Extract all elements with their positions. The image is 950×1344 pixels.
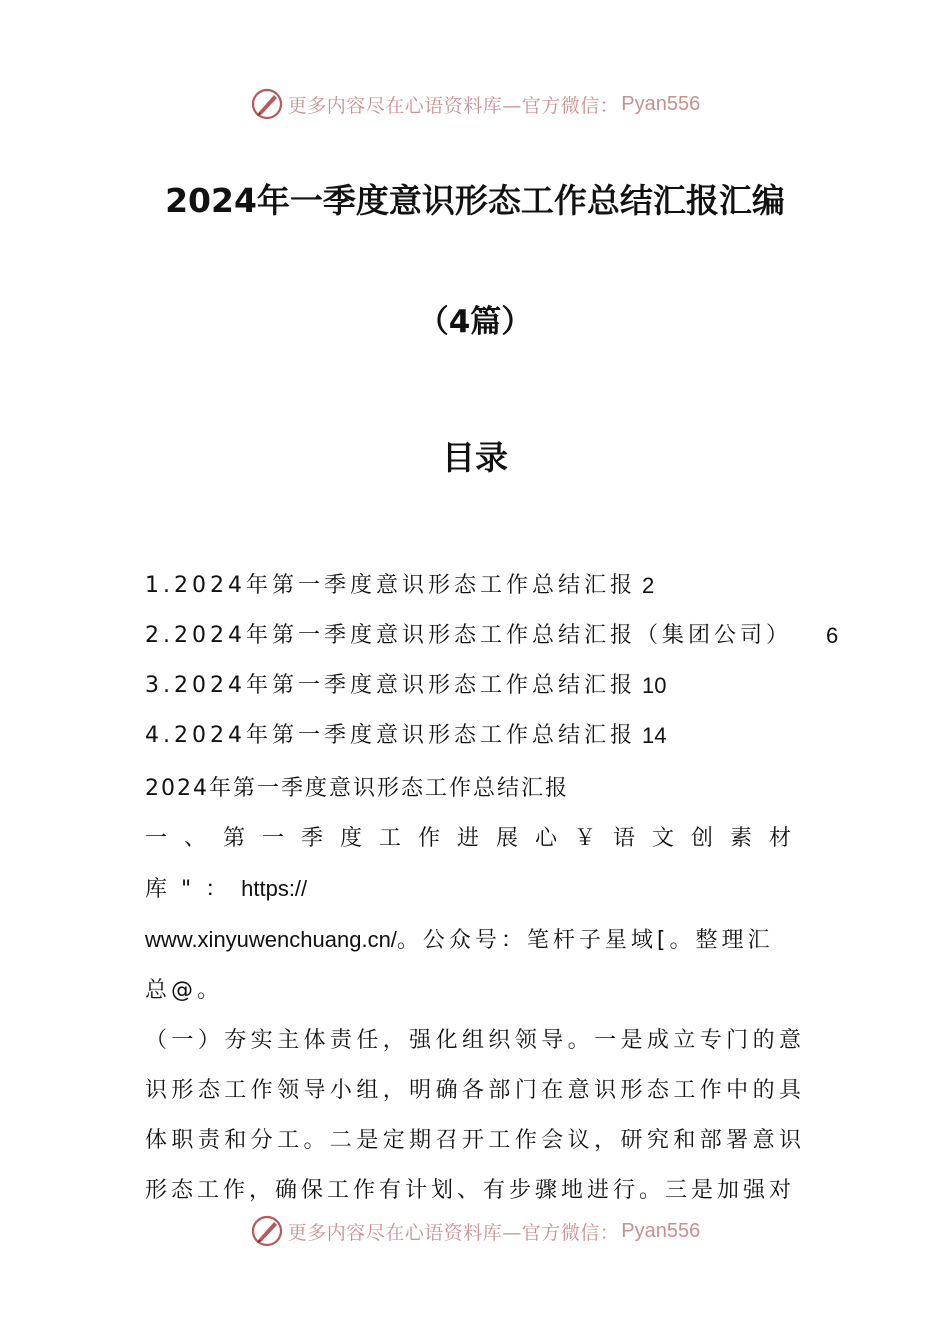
- section-one-prefix: 一、第一季度工作进展心￥语文创素材库"：: [145, 826, 805, 902]
- section-one-line2-rest: 。公众号：笔杆子星域[。整理汇: [396, 928, 774, 953]
- section-heading: 2024年第一季度意识形态工作总结汇报: [145, 776, 569, 801]
- toc-item-label: 3.2024年第一季度意识形态工作总结汇报: [145, 673, 636, 698]
- section-one-url: https://: [241, 876, 308, 901]
- toc-item-4[interactable]: [145, 714, 825, 764]
- banner-wechat-id: Pyan556: [621, 1219, 701, 1242]
- table-of-contents: [145, 564, 839, 764]
- footer-watermark-banner: [0, 1211, 950, 1251]
- section-one-line-2: [145, 915, 805, 966]
- banner-wechat-id: Pyan556: [621, 92, 701, 115]
- banner-text: 更多内容尽在心语资料库—官方微信：: [287, 1221, 620, 1244]
- document-title: 2024年一季度意识形态工作总结汇报汇编: [165, 181, 785, 220]
- section-one-line-3: 总@。: [145, 978, 224, 1003]
- section-one-line2-url: www.xinyuwenchuang.cn/: [145, 927, 397, 952]
- document-body: [145, 764, 805, 1216]
- toc-item-1[interactable]: [145, 564, 825, 614]
- toc-item-label: 2.2024年第一季度意识形态工作总结汇报（集团公司）: [145, 623, 792, 648]
- toc-item-label: 4.2024年第一季度意识形态工作总结汇报: [145, 723, 636, 748]
- toc-item-page: 14: [641, 723, 667, 748]
- toc-item-label: 1.2024年第一季度意识形态工作总结汇报: [145, 573, 636, 598]
- toc-item-page: 6: [825, 623, 839, 648]
- toc-heading: 目录: [442, 438, 508, 477]
- document-subtitle-count: （4篇）: [417, 304, 533, 340]
- pen-logo-icon: [250, 1214, 284, 1248]
- section-one-line: [145, 814, 805, 915]
- toc-item-2[interactable]: [145, 614, 839, 664]
- pen-logo-icon: [250, 87, 284, 121]
- paragraph-one: （一）夯实主体责任，强化组织领导。一是成立专门的意识形态工作领导小组，明确各部门在意识形态工作中的具体职责和分工。二是定期召开工作会议，研究和部署意识形态工作，确保工作有计划、有步骤地进行。三是加强对: [145, 1028, 805, 1203]
- banner-text: 更多内容尽在心语资料库—官方微信：: [287, 94, 620, 117]
- header-watermark-banner: [0, 84, 950, 124]
- toc-item-page: 10: [641, 673, 667, 698]
- toc-item-3[interactable]: [145, 664, 825, 714]
- toc-item-page: 2: [641, 573, 655, 598]
